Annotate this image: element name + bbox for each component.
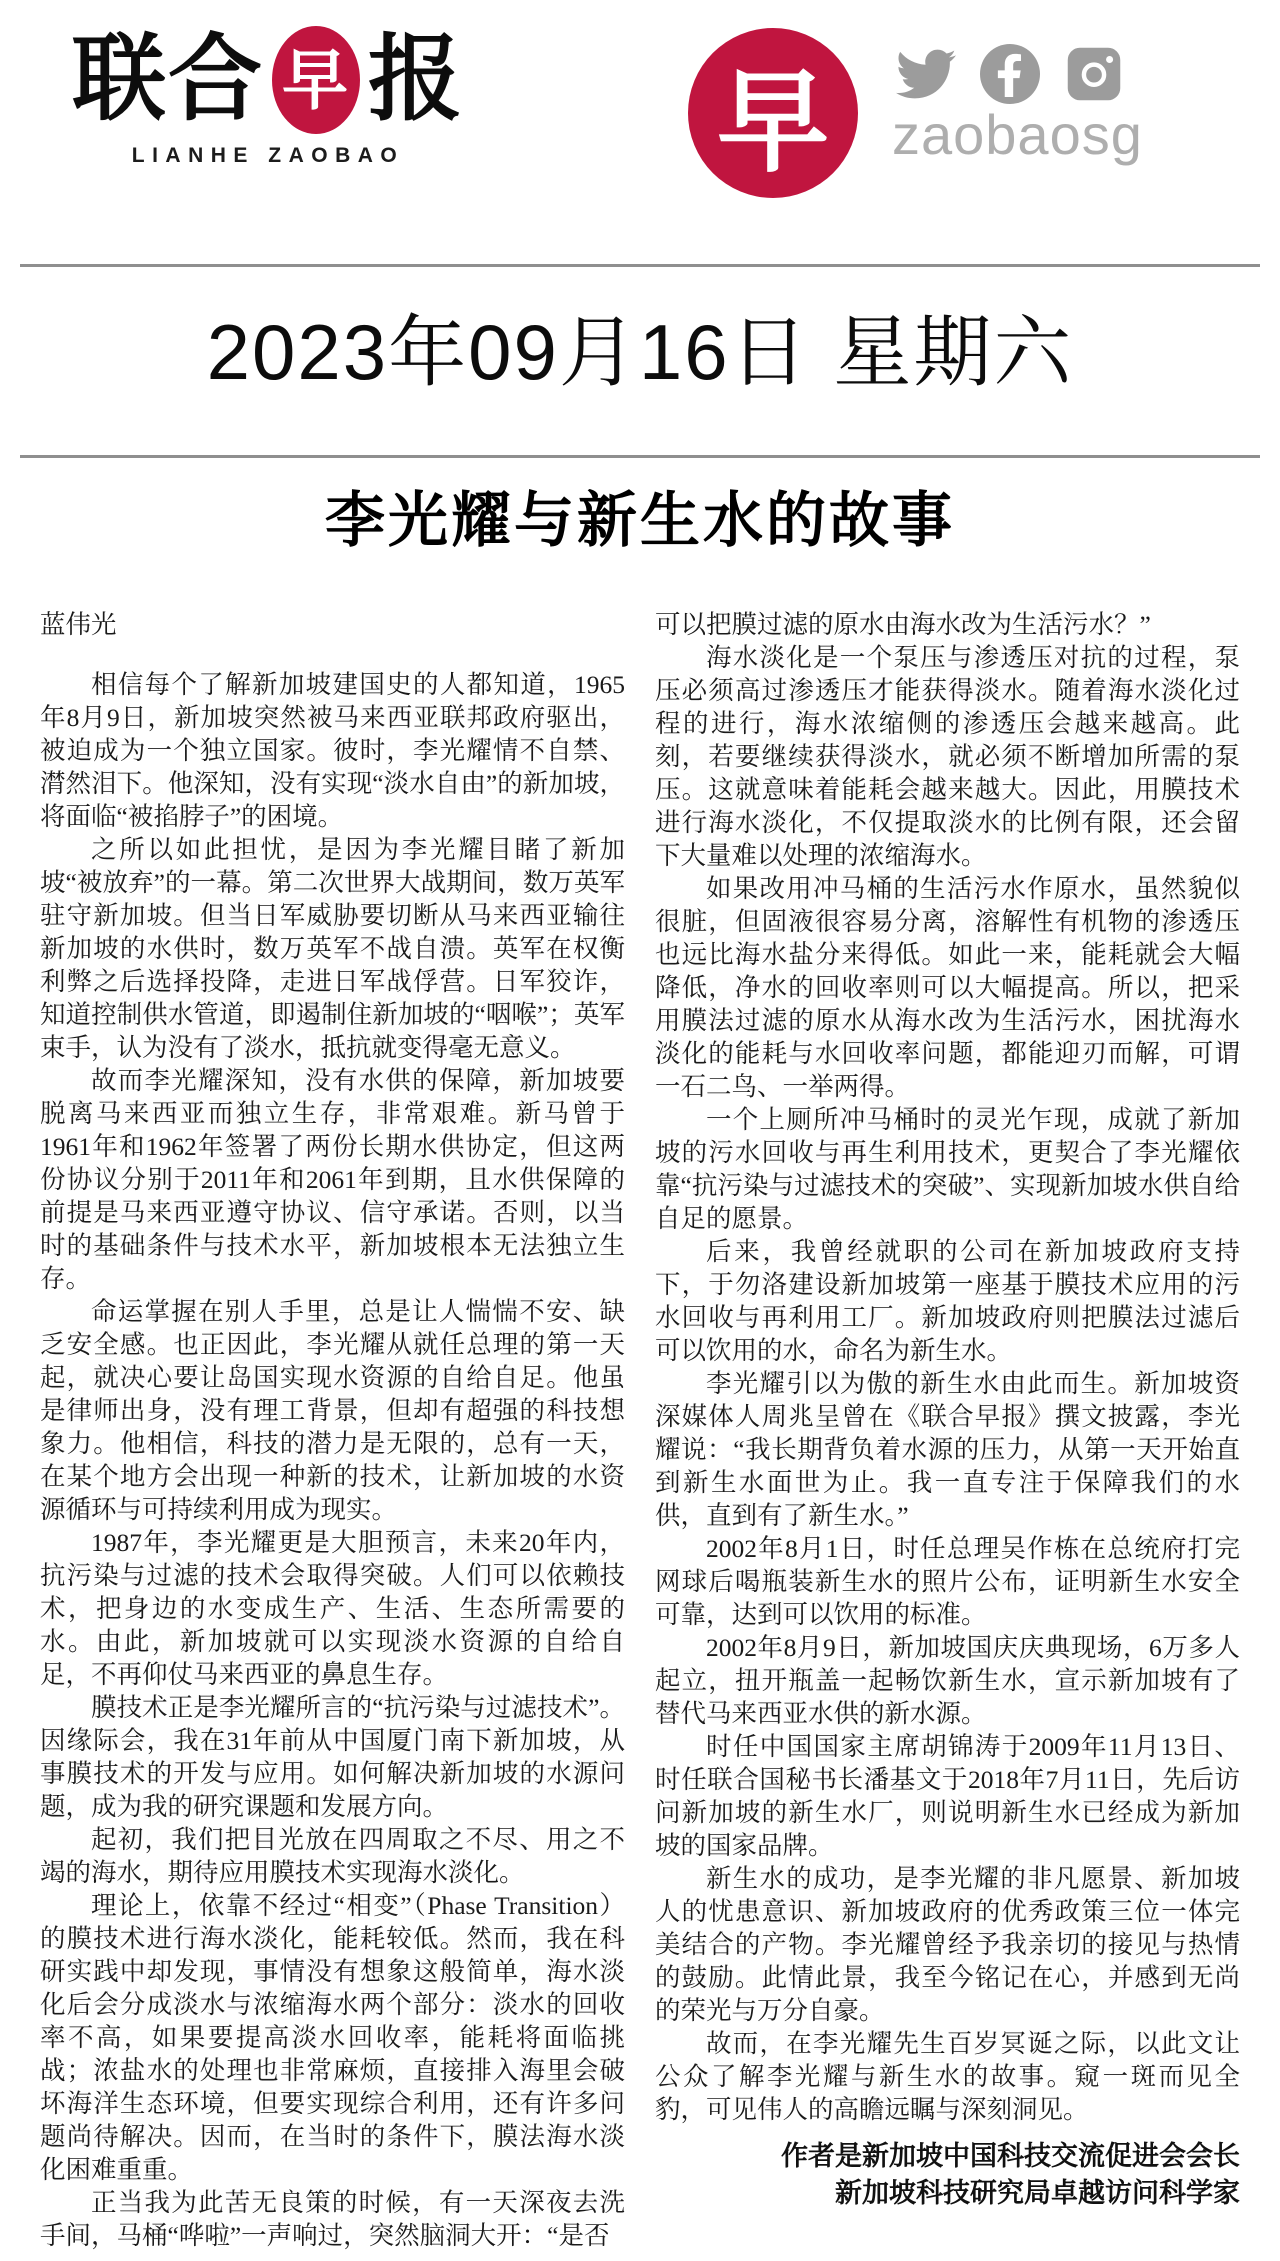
article-paragraph: 李光耀引以为傲的新生水由此而生。新加坡资深媒体人周兆呈曾在《联合早报》撰文披露，李光耀说：“我长期背负着水源的压力，从第一天开始直到新生水面世为止。我一直专注于保障我们的水供，直到有了新生水。”	[655, 1369, 1240, 1530]
logo-zao-char: 早	[282, 40, 351, 119]
article-paragraph: 故而李光耀深知，没有水供的保障，新加坡要脱离马来西亚而独立生存，非常艰难。新马曾于1961年和1962年签署了两份长期水供协定，但这两份协议分别于2011年和2061年到期，且水供保障的前提是马来西亚遵守协议、信守承诺。否则，以当时的基础条件与技术水平，新加坡根本无法独立生存。	[40, 1066, 625, 1293]
byline	[655, 2138, 1240, 2212]
article-paragraph: 后来，我曾经就职的公司在新加坡政府支持下，于勿洛建设新加坡第一座基于膜技术应用的污水回收与再利用工厂。新加坡政府则把膜法过滤后可以饮用的水，命名为新生水。	[655, 1237, 1240, 1365]
article-paragraph: 1987年，李光耀更是大胆预言，未来20年内，抗污染与过滤的技术会取得突破。人们可以依赖技术，把身边的水变成生产、生活、生态所需要的水。由此，新加坡就可以实现淡水资源的自给自足，不再仰仗马来西亚的鼻息生存。	[40, 1528, 625, 1689]
article-paragraph: 之所以如此担忧，是因为李光耀目睹了新加坡“被放弃”的一幕。第二次世界大战期间，数万英军驻守新加坡。但当日军威胁要切断从马来西亚输往新加坡的水供时，数万英军不战自溃。英军在权衡利弊之后选择投降，走进日军战俘营。日军狡诈，知道控制供水管道，即遏制住新加坡的“咽喉”；英军束手，认为没有了淡水，抵抗就变得毫无意义。	[40, 835, 625, 1062]
article-paragraph: 正当我为此苦无良策的时候，有一天深夜去洗手间，马桶“哗啦”一声响过，突然脑洞大开：“是否	[40, 2188, 625, 2250]
article-paragraph: 膜技术正是李光耀所言的“抗污染与过滤技术”。因缘际会，我在31年前从中国厦门南下新加坡，从事膜技术的开发与应用。如何解决新加坡的水源问题，成为我的研究课题和发展方向。	[40, 1693, 625, 1821]
article-paragraph: 海水淡化是一个泵压与渗透压对抗的过程，泵压必须高过渗透压才能获得淡水。随着海水淡化过程的进行，海水浓缩侧的渗透压会越来越高。此刻，若要继续获得淡水，就必须不断增加所需的泵压。这就意味着能耗会越来越大。因此，用膜技术进行海水淡化，不仅提取淡水的比例有限，还会留下大量难以处理的浓缩海水。	[655, 643, 1240, 870]
social-icons-row	[896, 44, 1124, 104]
left-column	[40, 608, 625, 2252]
right-column-paragraphs	[655, 608, 1240, 2126]
byline-line: 新加坡科技研究局卓越访问科学家	[835, 2178, 1240, 2208]
logo-part2: 报	[368, 24, 465, 135]
article-paragraph: 2002年8月9日，新加坡国庆庆典现场，6万多人起立，扭开瓶盖一起畅饮新生水，宣示新加坡有了替代马来西亚水供的新水源。	[655, 1633, 1240, 1728]
app-icon-char: 早	[717, 56, 829, 188]
masthead-logo-characters	[72, 26, 464, 134]
article-title: 李光耀与新生水的故事	[325, 487, 955, 554]
author-name: 蓝伟光	[40, 610, 117, 639]
article-body	[40, 608, 1240, 2252]
article-paragraph: 新生水的成功，是李光耀的非凡愿景、新加坡人的忧患意识、新加坡政府的优秀政策三位一体完美结合的产物。李光耀曾经予我亲切的接见与热情的鼓励。此情此景，我至今铭记在心，并感到无尚的荣光与万分自豪。	[655, 1864, 1240, 2025]
instagram-icon[interactable]	[1064, 44, 1124, 104]
date-text: 2023年09月16日 星期六	[206, 308, 1074, 396]
article-paragraph: 故而，在李光耀先生百岁冥诞之际，以此文让公众了解李光耀与新生水的故事。窥一斑而见全豹，可见伟人的高瞻远瞩与深刻洞见。	[655, 2029, 1240, 2124]
left-column-paragraphs	[40, 668, 625, 2252]
article-paragraph: 2002年8月1日，时任总理吴作栋在总统府打完网球后喝瓶装新生水的照片公布，证明新生水安全可靠，达到可以饮用的标准。	[655, 1534, 1240, 1629]
zaobao-app-icon[interactable]	[688, 28, 858, 198]
masthead-logo[interactable]	[72, 26, 464, 168]
logo-zao-badge	[272, 26, 360, 134]
article-paragraph: 如果改用冲马桶的生活污水作原水，虽然貌似很脏，但固液很容易分离，溶解性有机物的渗透压也远比海水盐分来得低。如此一来，能耗就会大幅降低，净水的回收率则可以大幅提高。所以，把采用膜法过滤的原水从海水改为生活污水，困扰海水淡化的能耗与水回收率问题，都能迎刃而解，可谓一石二鸟、一举两得。	[655, 874, 1240, 1101]
date-divider	[20, 455, 1260, 458]
logo-part1: 联合	[72, 24, 265, 135]
article-paragraph: 相信每个了解新加坡建国史的人都知道，1965年8月9日，新加坡突然被马来西亚联邦政府驱出，被迫成为一个独立国家。彼时，李光耀情不自禁、潸然泪下。他深知，没有实现“淡水自由”的新加坡，将面临“被掐脖子”的困境。	[40, 670, 625, 831]
article-paragraph: 时任中国国家主席胡锦涛于2009年11月13日、时任联合国秘书长潘基文于2018年7月11日，先后访问新加坡的新生水厂，则说明新生水已经成为新加坡的国家品牌。	[655, 1732, 1240, 1860]
logo-subtitle: LIANHE ZAOBAO	[131, 144, 405, 167]
facebook-icon[interactable]	[980, 44, 1040, 104]
article-paragraph: 命运掌握在别人手里，总是让人惴惴不安、缺乏安全感。也正因此，李光耀从就任总理的第一天起，就决心要让岛国实现水资源的自给自足。他虽是律师出身，没有理工背景，但却有超强的科技想象力。他相信，科技的潜力是无限的，总有一天，在某个地方会出现一种新的技术，让新加坡的水资源循环与可持续利用成为现实。	[40, 1297, 625, 1524]
top-divider	[20, 264, 1260, 267]
article-paragraph: 可以把膜过滤的原水由海水改为生活污水？”	[655, 610, 1151, 639]
social-handle[interactable]: zaobaosg	[892, 103, 1143, 166]
article-paragraph: 理论上，依靠不经过“相变”（Phase Transition）的膜技术进行海水淡化，能耗较低。然而，我在科研实践中却发现，事情没有想象这般简单，海水淡化后会分成淡水与浓缩海水两个部分：淡水的回收率不高，如果要提高淡水回收率，能耗将面临挑战；浓盐水的处理也非常麻烦，直接排入海里会破坏海洋生态环境，但要实现综合利用，还有许多问题尚待解决。因而，在当时的条件下，膜法海水淡化困难重重。	[40, 1891, 625, 2184]
right-column	[655, 608, 1240, 2252]
twitter-icon[interactable]	[896, 44, 956, 104]
article-paragraph: 一个上厕所冲马桶时的灵光乍现，成就了新加坡的污水回收与再生利用技术，更契合了李光耀依靠“抗污染与过滤技术的突破”、实现新加坡水供自给自足的愿景。	[655, 1105, 1240, 1233]
article-paragraph: 起初，我们把目光放在四周取之不尽、用之不竭的海水，期待应用膜技术实现海水淡化。	[40, 1825, 625, 1887]
byline-line: 作者是新加坡中国科技交流促进会会长	[781, 2141, 1240, 2171]
